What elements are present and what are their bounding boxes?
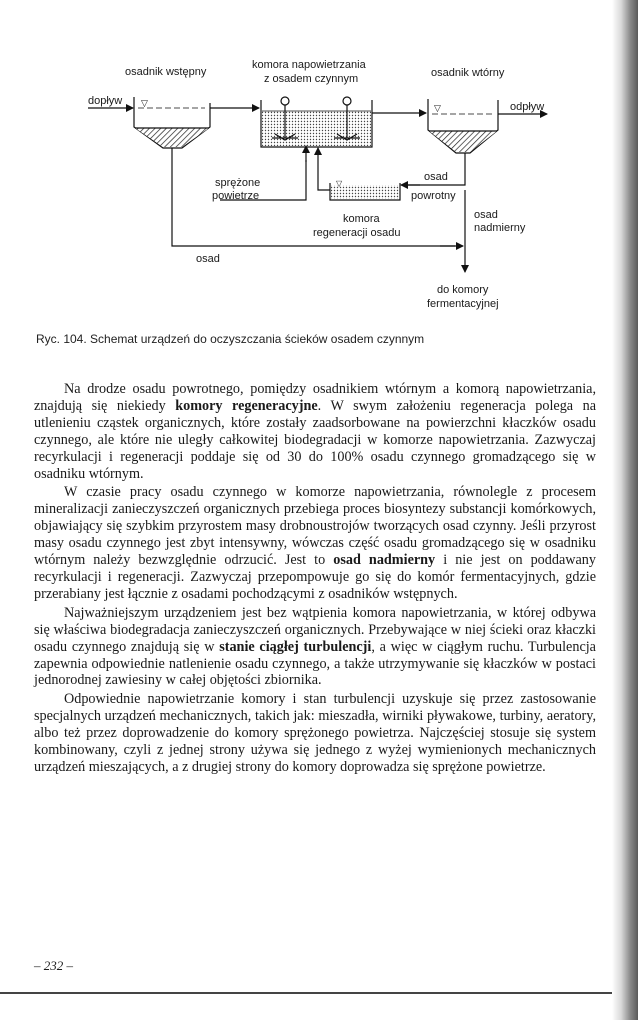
- label-inflow: dopływ: [88, 95, 123, 107]
- paragraph: [34, 691, 596, 776]
- svg-text:▽: ▽: [434, 103, 441, 113]
- text-run: Odpowiednie napowietrzanie komory i stan turbulencji uzyskuje się przez zastosowanie specjalnych urządzeń mechanicznych, takich jak: mieszadła, wirniki pływakowe, turbiny, aeratory, albo też przez doprowadzenie do komory sprężonego powietrza. Najczęściej stosuje się system kombinowany, czyli z jednej strony używa się jednego z wyżej wymienionych mechanicznych urządzeń mieszających, a z drugiej strony do komory doprowadza się sprężone powietrze.: [34, 691, 596, 775]
- aeration-chamber: [261, 97, 372, 147]
- text-run: W czasie pracy osadu czynnego w komorze napowietrzania, równolegle z procesem mineralizacji zanieczyszczeń organicznych przebiega proces biosyntezy substancji komórkowych, objawiający się szybkim przyrostem masy drobnoustrojów tworzących osad czynny. Jeśli przyrost masy osadu czynnego jest zbyt intensywny, wówczas część osadu gromadzącego się w osadniku wtórnym należy bezwzględnie odrzucić. Jest to: [34, 484, 596, 569]
- svg-text:▽: ▽: [336, 179, 343, 188]
- label-excess-sludge-1: osad: [474, 209, 498, 221]
- label-outflow: odpływ: [510, 101, 545, 113]
- bold-term: osad nadmierny: [333, 552, 436, 569]
- paragraph: [34, 381, 596, 482]
- label-to-fermentation-2: fermentacyjnej: [427, 298, 499, 310]
- text-run: Na drodze osadu powrotnego, pomiędzy osadnikiem wtórnym a komorą napowietrzania, znajdują się niekiedy: [34, 381, 596, 414]
- treatment-plant-diagram: [0, 0, 620, 325]
- label-excess-sludge-2: nadmierny: [474, 222, 526, 234]
- label-to-fermentation-1: do komory: [437, 284, 489, 296]
- label-return-sludge-1: osad: [424, 171, 448, 183]
- label-return-sludge-2: powrotny: [411, 190, 456, 202]
- label-regeneration-2: regeneracji osadu: [313, 227, 401, 239]
- label-primary-settler: osadnik wstępny: [125, 66, 207, 78]
- label-aeration-chamber-2: z osadem czynnym: [264, 73, 359, 85]
- body-text: [34, 381, 596, 776]
- svg-text:▽: ▽: [141, 98, 148, 108]
- text-run: i nie jest on poddawany recyrkulacji i regeneracji. Zazwyczaj przepompowuje go się do komór fermentacyjnych, gdzie przerabiany jest łącznie z osadami pochodzącymi z osadników wstępnych.: [34, 552, 596, 602]
- label-sludge: osad: [196, 253, 220, 265]
- label-compressed-air-1: sprężone: [215, 177, 261, 189]
- bold-term: stanie ciągłej turbulencji: [219, 638, 372, 655]
- text-run: . W swym założeniu regeneracja polega na utlenieniu cząstek organicznych, które zostały zaadsorbowane na powierzchni kłaczków osadu czynnego, ale które nie uległy całkowitej biodegradacji w komorze napowietrzania. Zazwyczaj recyrkulacji i regeneracji poddaje się od 30 do 100% osadu czynnego gromadzącego się w osadniku wtórnym.: [34, 397, 597, 482]
- text-run: , a więc w ciągłym ruchu. Turbulencja zapewnia odpowiednie natlenienie osadu czynnego, a także utrzymywanie się kłaczków w postaci jednorodnej zawiesiny w całej objętości zbiornika.: [34, 638, 596, 689]
- figure-caption: Ryc. 104. Schemat urządzeń do oczyszczania ścieków osadem czynnym: [36, 332, 425, 346]
- label-compressed-air-2: powietrze: [212, 190, 260, 202]
- label-secondary-settler: osadnik wtórny: [431, 67, 505, 79]
- regeneration-to-aeration-line: [318, 150, 330, 190]
- bold-term: komory regeneracyjne: [175, 397, 318, 414]
- paragraph: [34, 605, 596, 690]
- bottom-rule: [0, 992, 612, 994]
- label-aeration-chamber-1: komora napowietrzania: [252, 59, 366, 71]
- text-run: Najważniejszym urządzeniem jest bez wątpienia komora napowietrzania, w której odbywa się właściwa biodegradacja zanieczyszczeń organicznych. Przebywające w niej ścieki oraz kłaczki osadu czynnego znajdują się w: [34, 604, 596, 655]
- label-regeneration-1: komora: [343, 213, 380, 225]
- page-number: – 232 –: [34, 958, 73, 973]
- paragraph: [34, 484, 596, 602]
